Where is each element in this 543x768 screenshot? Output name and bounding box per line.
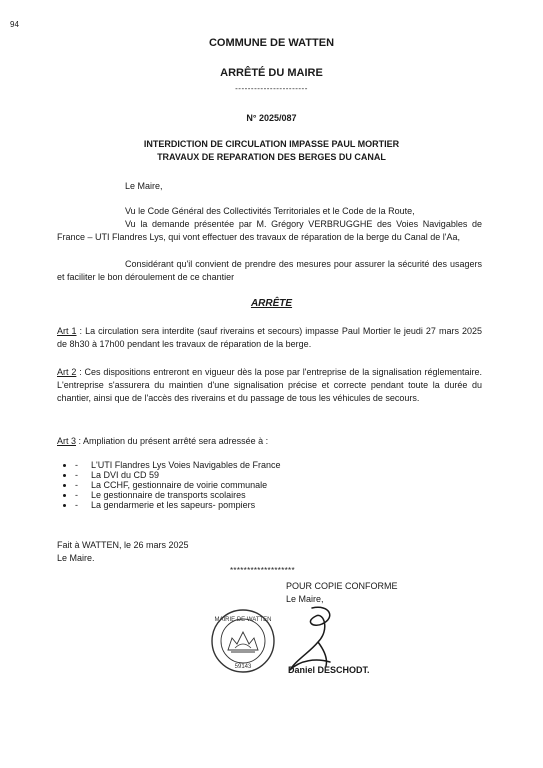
le-maire-signatory-label: Le Maire. [57,553,95,563]
article-1-text: : La circulation sera interdite (sauf riverains et secours) impasse Paul Mortier le jeudi 27 mars 2025 de 8h30 à 17h00 pendant les travaux de réparation de la berge. [57,326,482,349]
article-3 [57,435,482,448]
list-item: • - Le gestionnaire de transports scolaires [75,490,280,500]
article-1 [57,325,482,351]
intro-le-maire: Le Maire, [125,181,163,191]
subject-line-2: TRAVAUX DE REPARATION DES BERGES DU CANAL [157,152,386,162]
arrete-heading: ARRÊTE [250,298,293,309]
subject-line-1: INTERDICTION DE CIRCULATION IMPASSE PAUL MORTIER [143,139,400,149]
fait-a-date: Fait à WATTEN, le 26 mars 2025 [57,540,189,550]
page-number: 94 [10,20,19,29]
article-2 [57,366,482,405]
arrete-title: ARRÊTÉ DU MAIRE [220,67,323,79]
title-separator: ----------------------- [235,84,308,93]
seal-text-bottom: 59143 [234,664,252,670]
list-item: • - La gendarmerie et les sapeurs- pompiers [75,500,280,510]
article-2-label: Art 2 [57,367,77,377]
list-item: • - La DVI du CD 59 [75,470,280,480]
seal-text-top: MAIRIE DE WATTEN [214,617,272,623]
article-3-text: : Ampliation du présent arrêté sera adressée à : [76,436,269,446]
stars-separator: ******************* [230,566,295,575]
vu-code: Vu le Code Général des Collectivités Territoriales et le Code de la Route, [125,206,415,216]
pour-copie-conforme: POUR COPIE CONFORME [286,581,398,591]
commune-heading: COMMUNE DE WATTEN [208,37,335,49]
considerant: Considérant qu'il convient de prendre des mesures pour assurer la sécurité des usagers et faciliter le bon déroulement de ce chantier [57,259,482,282]
list-item: • - L'UTI Flandres Lys Voies Navigables de France [75,460,280,470]
article-3-label: Art 3 [57,436,77,446]
vu-demande: Vu la demande présentée par M. Grégory VERBRUGGHE des Voies Navigables de France – UTI Flandres Lys, qui vont effectuer des travaux de réparation de la berge du Canal de l'Aa, [57,219,482,242]
article-1-label: Art 1 [57,326,77,336]
article-2-text: : Ces dispositions entreront en vigueur dès la pose par l'entreprise de la signalisation réglementaire. L'entreprise s'assurera du maintien d'une signalisation précise et correcte pendant toute la durée du chantier, ainsi que de l'accès des riverains et du passage de tous les véhicules de secours. [57,367,482,403]
le-maire-copy-label: Le Maire, [286,594,324,604]
mairie-seal-stamp [210,608,276,674]
arrete-number: N° 2025/087 [246,113,297,123]
list-item: • - La CCHF, gestionnaire de voirie communale [75,480,280,490]
signatory-name: Daniel DESCHODT. [288,665,370,675]
ampliation-list [75,460,280,510]
